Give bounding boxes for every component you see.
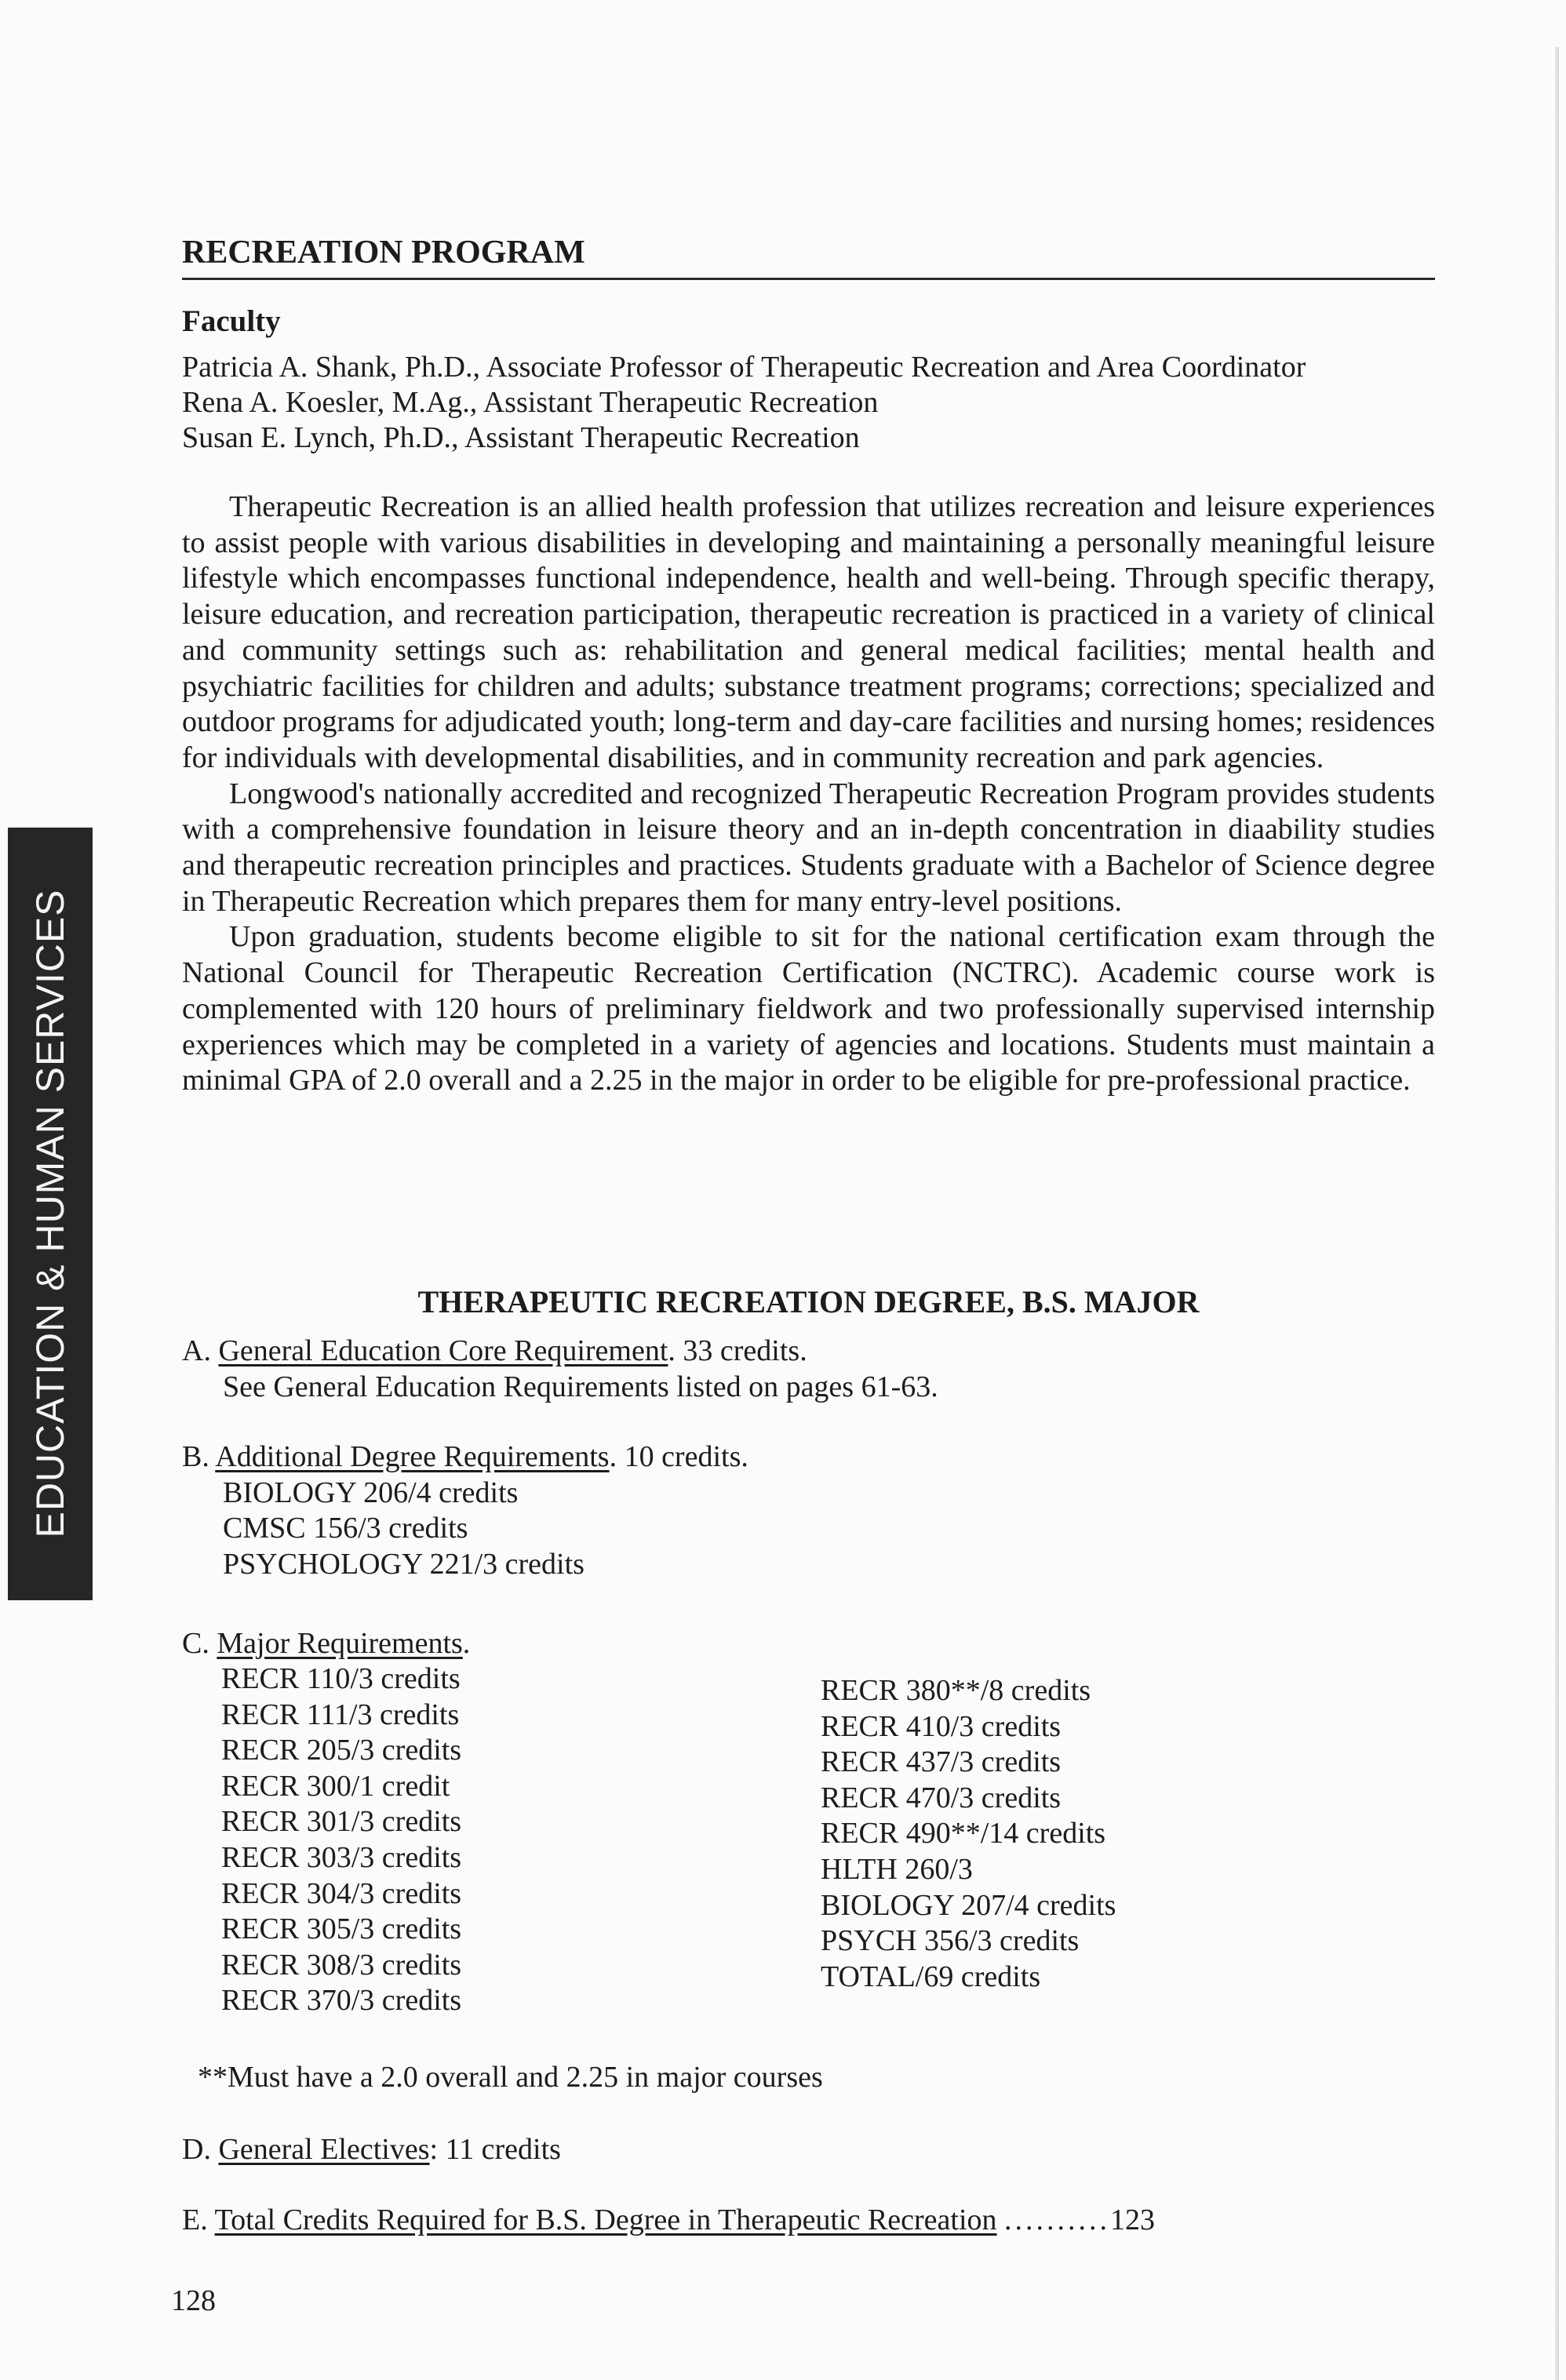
faculty-member: Rena A. Koesler, M.Ag., Assistant Therapeutic Recreation: [182, 386, 879, 419]
requirement-e-letter: E.: [182, 2204, 208, 2236]
requirement-b-item: BIOLOGY 206/4 credits: [223, 1476, 519, 1509]
requirement-e-leader: ..........: [1004, 2204, 1111, 2236]
course-item: RECR 304/3 credits: [221, 1876, 462, 1910]
course-item: RECR 370/3 credits: [221, 1984, 462, 2018]
major-courses-right: [821, 1673, 1116, 1995]
course-item: RECR 380**/8 credits: [821, 1674, 1091, 1707]
course-item: RECR 437/3 credits: [821, 1745, 1062, 1779]
faculty-heading: Faculty: [182, 304, 281, 338]
requirement-a-note: See General Education Requirements listed on pages 61-63.: [223, 1370, 938, 1403]
requirement-d-letter: D.: [182, 2133, 211, 2166]
requirement-e-label: Total Credits Required for B.S. Degree in Therapeutic Recreation: [214, 2204, 997, 2236]
requirement-d: [182, 2132, 561, 2168]
requirement-b-label: Additional Degree Requirements: [215, 1440, 610, 1473]
faculty-list: [182, 350, 1306, 456]
faculty-member: Susan E. Lynch, Ph.D., Assistant Therapeutic Recreation: [182, 421, 860, 454]
requirement-d-credits: : 11 credits: [429, 2133, 561, 2166]
faculty-member: Patricia A. Shank, Ph.D., Associate Professor of Therapeutic Recreation and Area Coordinator: [182, 351, 1306, 384]
requirement-b-item: PSYCHOLOGY 221/3 credits: [223, 1547, 585, 1581]
major-courses-left: [221, 1661, 461, 2019]
course-item: HLTH 260/3: [821, 1852, 973, 1886]
page-edge-shadow: [1555, 47, 1559, 2380]
page-number: 128: [171, 2284, 216, 2317]
course-item: RECR 305/3 credits: [221, 1912, 462, 1946]
requirement-a-credits: . 33 credits.: [668, 1334, 807, 1367]
course-item: RECR 301/3 credits: [221, 1805, 462, 1839]
program-description: [182, 489, 1435, 1099]
requirement-e: [182, 2203, 1155, 2239]
course-item: RECR 111/3 credits: [221, 1698, 460, 1731]
course-item: RECR 110/3 credits: [221, 1662, 461, 1695]
description-paragraph: Therapeutic Recreation is an allied health profession that utilizes recreation and leisure experiences to assist people with various disabilities in developing and maintaining a personally meaningful leisure lifestyle which encompasses functional independence, health and well-being. Through specific therapy, leisure education, and recreation participation, therapeutic recreation is practiced in a variety of clinical and community settings such as: rehabilitation and general medical facilities; mental health and psychiatric facilities for children and adults; substance treatment programs; corrections; specialized and outdoor programs for adjudicated youth; long-term and day-care facilities and nursing homes; residences for individuals with developmental disabilities, and in community recreation and park agencies.: [182, 490, 1435, 774]
course-item: TOTAL/69 credits: [821, 1960, 1041, 1993]
section-side-tab: [8, 828, 93, 1600]
course-item: RECR 490**/14 credits: [821, 1817, 1106, 1851]
major-footnote: **Must have a 2.0 overall and 2.25 in major courses: [198, 2061, 823, 2094]
requirement-b-letter: B.: [182, 1440, 209, 1473]
side-tab-label: EDUCATION & HUMAN SERVICES: [28, 889, 72, 1538]
requirement-b-credits: . 10 credits.: [609, 1440, 748, 1473]
page-title: RECREATION PROGRAM: [182, 235, 585, 271]
requirement-c-heading: [182, 1626, 470, 1662]
requirement-b: [182, 1439, 748, 1582]
course-item: RECR 205/3 credits: [221, 1734, 462, 1767]
requirement-b-item: CMSC 156/3 credits: [223, 1512, 468, 1545]
requirement-a-letter: A.: [182, 1334, 211, 1367]
course-item: BIOLOGY 207/4 credits: [821, 1888, 1116, 1922]
course-item: RECR 308/3 credits: [221, 1948, 462, 1982]
course-item: RECR 470/3 credits: [821, 1781, 1062, 1814]
requirement-d-label: General Electives: [218, 2133, 430, 2166]
course-item: PSYCH 356/3 credits: [821, 1924, 1080, 1958]
requirement-c-letter: C.: [182, 1627, 209, 1660]
description-paragraph: Upon graduation, students become eligible to sit for the national certification exam through the National Council for Therapeutic Recreation Certification (NCTRC). Academic course work is complemented with 120 hours of preliminary fieldwork and two professionally supervised internship experiences which may be completed in a variety of agencies and locations. Students must maintain a minimal GPA of 2.0 overall and a 2.25 in the major in order to be eligible for pre-professional practice.: [182, 920, 1435, 1097]
course-item: RECR 410/3 credits: [821, 1709, 1062, 1743]
requirement-a: [182, 1334, 938, 1405]
description-paragraph: Longwood's nationally accredited and recognized Therapeutic Recreation Program provides students with a comprehensive foundation in leisure theory and an in-depth concentration in diaability studies and therapeutic recreation principles and practices. Students graduate with a Bachelor of Science degree in Therapeutic Recreation which prepares them for many entry-level positions.: [182, 777, 1435, 918]
requirement-e-total: 123: [1110, 2204, 1156, 2236]
requirement-c-suffix: .: [462, 1627, 471, 1660]
course-item: RECR 303/3 credits: [221, 1840, 462, 1874]
degree-title: THERAPEUTIC RECREATION DEGREE, B.S. MAJOR: [417, 1284, 1200, 1319]
requirement-c-label: Major Requirements: [217, 1627, 463, 1660]
requirement-a-label: General Education Core Requirement: [218, 1334, 668, 1367]
course-item: RECR 300/1 credit: [221, 1769, 450, 1803]
title-divider: [182, 278, 1435, 280]
